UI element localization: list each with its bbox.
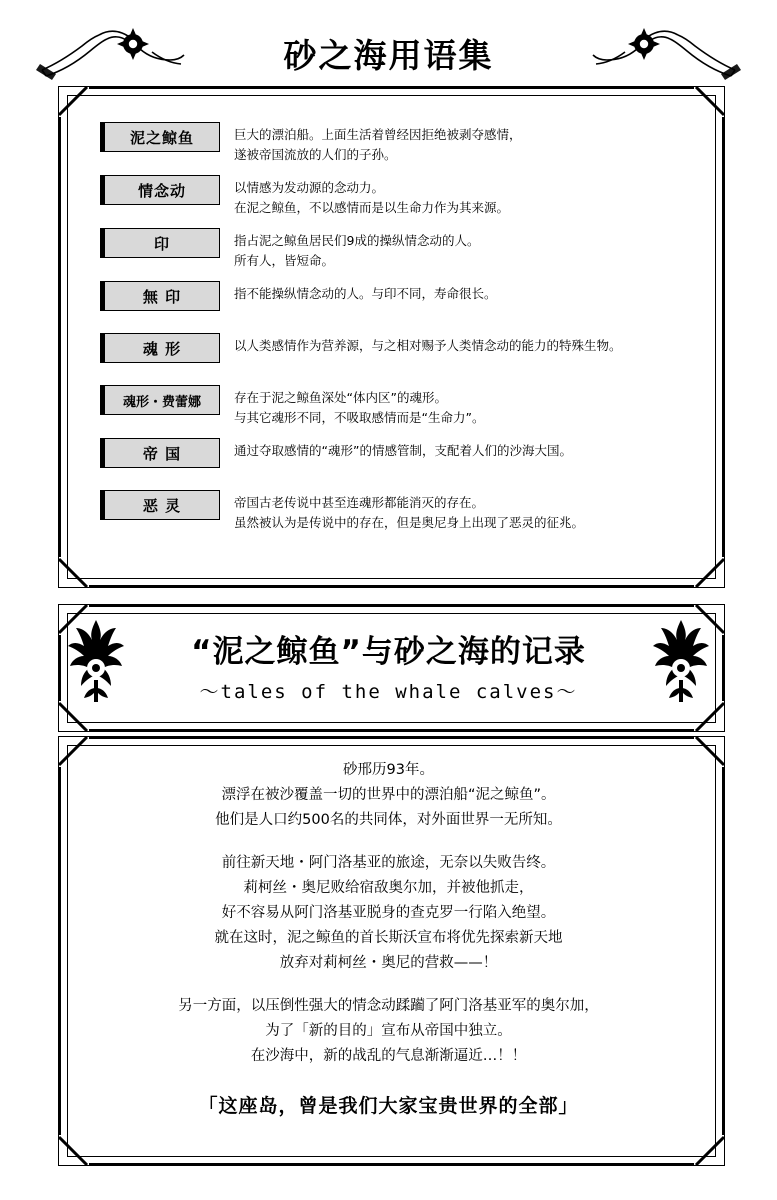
floral-ornament-icon <box>68 618 124 702</box>
corner-ornament-icon <box>59 557 89 587</box>
definition-line: 巨大的漂泊船。上面生活着曾经因拒绝被剥夺感情， <box>234 127 522 142</box>
glossary-term: 印 <box>100 228 220 258</box>
story-line: 另一方面，以压倒性强大的情念动蹂躏了阿门洛基亚军的奥尔加， <box>178 998 599 1014</box>
glossary-term: 情念动 <box>100 175 220 205</box>
glossary-definition <box>234 122 522 165</box>
definition-line: 在泥之鲸鱼，不以感情而是以生命力作为其来源。 <box>234 200 510 215</box>
definition-line: 虽然被认为是传说中的存在，但是奥尼身上出现了恶灵的征兆。 <box>234 515 585 530</box>
glossary-definition <box>234 438 572 461</box>
section-heading-title: “泥之鲸鱼”与砂之海的记录 <box>191 634 586 670</box>
story-line: 前往新天地・阿门洛基亚的旅途，无奈以失败告终。 <box>221 855 556 871</box>
glossary-term: 魂 形 <box>100 333 220 363</box>
story-quote: 「这座岛，曾是我们大家宝贵世界的全部」 <box>198 1095 579 1117</box>
glossary-entry <box>100 333 700 375</box>
definition-line: 指占泥之鲸鱼居民们9成的操纵情念动的人。 <box>234 233 480 248</box>
glossary-entry <box>100 385 700 428</box>
story-line: 在沙海中，新的战乱的气息渐渐逼近…！！ <box>250 1048 527 1064</box>
definition-line: 指不能操纵情念动的人。与印不同，寿命很长。 <box>234 286 497 301</box>
story-line: 莉柯丝・奥尼败给宿敌奥尔加，并被他抓走， <box>243 880 534 896</box>
glossary-term: 魂形・费蕾娜 <box>100 385 220 415</box>
glossary-entry <box>100 281 700 323</box>
page-title: 砂之海用语集 <box>283 35 494 75</box>
glossary-list <box>100 122 700 543</box>
corner-ornament-icon <box>694 557 724 587</box>
floral-ornament-icon <box>653 618 709 702</box>
glossary-definition <box>234 490 584 533</box>
definition-line: 通过夺取感情的“魂形”的情感管制，支配着人们的沙海大国。 <box>234 443 572 458</box>
definition-line: 帝国古老传说中甚至连魂形都能消灭的存在。 <box>234 495 485 510</box>
glossary-entry <box>100 228 700 271</box>
glossary-entry <box>100 175 700 218</box>
section-heading-subtitle: ～tales of the whale calves～ <box>199 681 578 703</box>
story-line: 砂邢历93年。 <box>343 762 434 778</box>
glossary-term: 帝 国 <box>100 438 220 468</box>
story-line: 他们是人口约500名的共同体，对外面世界一无所知。 <box>215 812 562 828</box>
corner-ornament-icon <box>59 87 89 117</box>
glossary-entry <box>100 122 700 165</box>
glossary-definition <box>234 175 509 218</box>
glossary-definition <box>234 385 484 428</box>
sword-icon <box>591 24 741 80</box>
glossary-definition <box>234 228 479 271</box>
definition-line: 以人类感情作为营养源，与之相对赐予人类情念动的能力的特殊生物。 <box>234 338 622 353</box>
glossary-term: 恶 灵 <box>100 490 220 520</box>
glossary-entry <box>100 438 700 480</box>
story-line: 就在这时，泥之鲸鱼的首长斯沃宣布将优先探索新天地 <box>214 930 563 946</box>
glossary-definition <box>234 281 497 304</box>
story-text <box>58 736 719 1160</box>
glossary-entry <box>100 490 700 533</box>
definition-line: 存在于泥之鲸鱼深处“体内区”的魂形。 <box>234 390 447 405</box>
definition-line: 与其它魂形不同，不吸取感情而是“生命力”。 <box>234 410 485 425</box>
story-line: 好不容易从阿门洛基亚脱身的查克罗一行陷入绝望。 <box>221 905 556 921</box>
definition-line: 以情感为发动源的念动力。 <box>234 180 385 195</box>
definition-line: 所有人，皆短命。 <box>234 253 335 268</box>
glossary-definition <box>234 333 622 356</box>
story-line: 漂浮在被沙覆盖一切的世界中的漂泊船“泥之鲸鱼”。 <box>221 787 556 803</box>
section-heading <box>58 604 719 726</box>
story-line: 为了「新的目的」宣布从帝国中独立。 <box>265 1023 512 1039</box>
story-line: 放弃对莉柯丝・奥尼的营救——！ <box>279 955 498 971</box>
corner-ornament-icon <box>694 87 724 117</box>
glossary-term: 無 印 <box>100 281 220 311</box>
sword-icon <box>36 24 186 80</box>
definition-line: 遂被帝国流放的人们的子孙。 <box>234 147 397 162</box>
glossary-term: 泥之鲸鱼 <box>100 122 220 152</box>
